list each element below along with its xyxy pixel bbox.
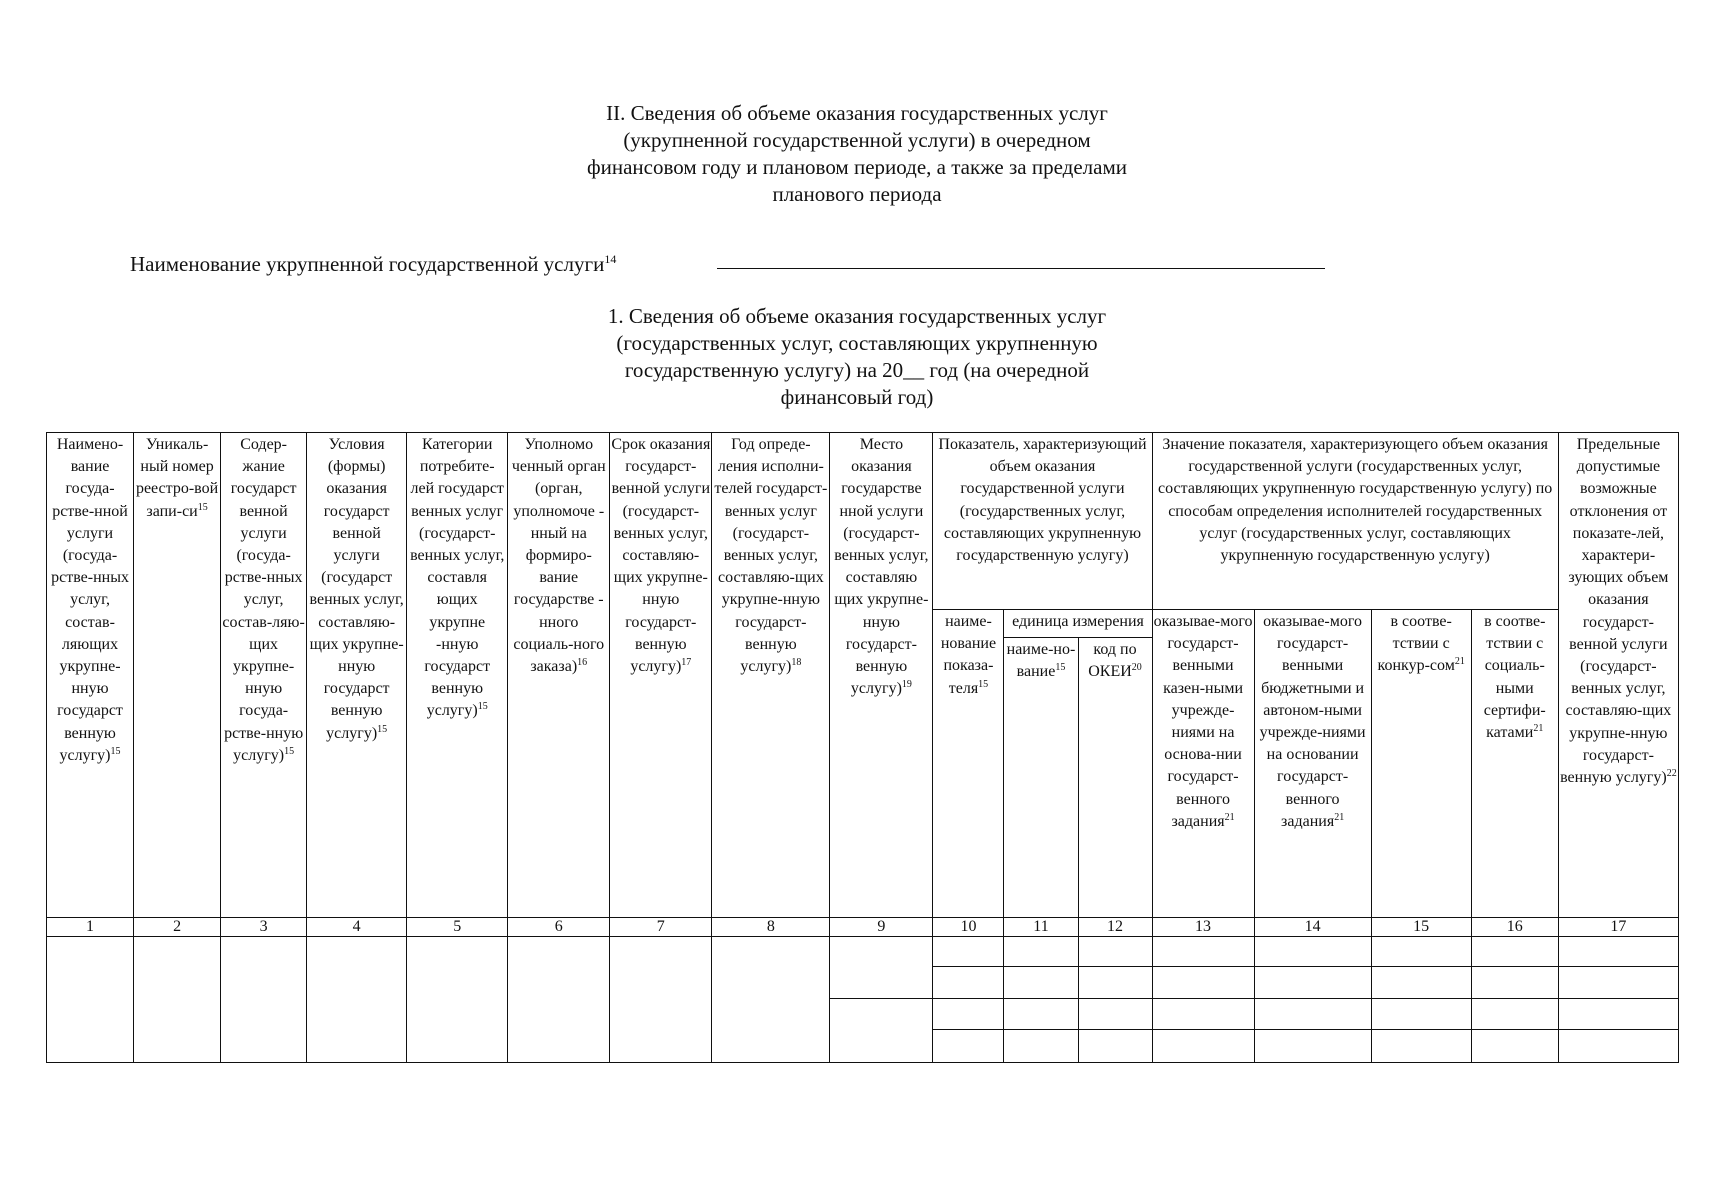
table-cell[interactable] (1152, 967, 1254, 999)
column-number: 11 (1004, 918, 1078, 937)
table-cell[interactable] (1078, 967, 1152, 999)
service-name-label: Наименование укрупненной государственной услуги$^{14}$ (130, 252, 617, 276)
table-cell[interactable] (1558, 1030, 1678, 1063)
table-cell[interactable] (1152, 1030, 1254, 1063)
column-number: 14 (1254, 918, 1371, 937)
column-number: 12 (1078, 918, 1152, 937)
table-cell[interactable] (1078, 1030, 1152, 1063)
table-cell[interactable] (1152, 937, 1254, 967)
volume-table (46, 432, 1679, 1063)
table-cell[interactable] (1254, 1030, 1371, 1063)
column-number: 3 (221, 918, 307, 937)
table-cell[interactable] (830, 937, 933, 999)
table-cell[interactable] (1254, 937, 1371, 967)
header-indicator-name: наиме-нование показа-теля$^{15}$ (933, 610, 1004, 918)
table-cell[interactable] (1471, 999, 1558, 1030)
column-number: 8 (712, 918, 830, 937)
table-cell[interactable] (830, 999, 933, 1063)
table-cell[interactable] (1152, 999, 1254, 1030)
table-cell[interactable] (1004, 1030, 1078, 1063)
header-executor-year: Год опреде-ления исполни-телей государст-венных услуг (государст-венных услуг, составляю-щих укрупне-нную государст-венную услугу)$^{18}$ (712, 433, 830, 918)
column-number: 6 (508, 918, 610, 937)
table-cell[interactable] (1004, 967, 1078, 999)
header-unit-name: наиме-но-вание$^{15}$ (1004, 638, 1078, 918)
table-cell[interactable] (933, 999, 1004, 1030)
table-cell[interactable] (933, 967, 1004, 999)
table-cell[interactable] (407, 937, 508, 1063)
table-cell[interactable] (1371, 1030, 1471, 1063)
table-cell[interactable] (1558, 967, 1678, 999)
table-cell[interactable] (1004, 999, 1078, 1030)
table-cell[interactable] (1558, 999, 1678, 1030)
sub-title: 1. Сведения об объеме оказания государственных услуг (государственных услуг, составляющих укрупненную государственную услугу) на 20__ год (на очередной финансовый год) (607, 304, 1107, 409)
header-competition: в соотве-тствии с конкур-сом$^{21}$ (1371, 610, 1471, 918)
column-number: 16 (1471, 918, 1558, 937)
table-cell[interactable] (1004, 937, 1078, 967)
table-cell[interactable] (1471, 967, 1558, 999)
header-service-conditions: Условия (формы) оказания государст венной услуги (государст венных услуг, составляю-щих укрупне-нную государст венную услугу)$^{15}$ (307, 433, 407, 918)
header-deviations: Предельные допустимые возможные отклонения от показате-лей, характери-зующих объем оказания государст-венной услуги (государст-венных услуг, составляю-щих укрупне-нную государст-венную услугу)$^{22}$ (1558, 433, 1678, 918)
table-cell[interactable] (47, 937, 134, 1063)
table-cell[interactable] (712, 937, 830, 1063)
column-number: 5 (407, 918, 508, 937)
table-cell[interactable] (508, 937, 610, 1063)
table-cell[interactable] (933, 1030, 1004, 1063)
column-number: 7 (610, 918, 712, 937)
column-number: 13 (1152, 918, 1254, 937)
header-registry-number: Уникаль-ный номер реестро-вой запи-$си^{15}$ (134, 433, 221, 918)
header-okei-code: код по ОКЕИ$^{20}$ (1078, 638, 1152, 918)
column-number: 17 (1558, 918, 1678, 937)
service-name-field[interactable] (717, 268, 1325, 269)
header-service-name: Наимено-вание госуда-рстве-нной услуги (госуда-рстве-нных услуг, состав-ляющих укрупне-нную государст венную услугу)$^{15}$ (47, 433, 134, 918)
table-cell[interactable] (1254, 967, 1371, 999)
header-budget-institutions: оказывае-мого государст-венными бюджетными и автоном-ными учрежде-ниями на основании государст-венного задания$^{21}$ (1254, 610, 1371, 918)
table-cell[interactable] (1371, 937, 1471, 967)
header-service-place: Место оказания государстве нной услуги (государст-венных услуг, составляю щих укрупне-нную государст-венную услугу)$^{19}$ (830, 433, 933, 918)
table-cell[interactable] (1078, 999, 1152, 1030)
table-cell[interactable] (933, 937, 1004, 967)
header-service-term: Срок оказания государст-венной услуги (государст-венных услуг, составляю-щих укрупне-нную государст-венную услугу)$^{17}$ (610, 433, 712, 918)
column-number: 2 (134, 918, 221, 937)
table-cell[interactable] (1254, 999, 1371, 1030)
column-number: 1 (47, 918, 134, 937)
header-authorized-body: Уполномо ченный орган (орган, уполномоче - нный на формиро-вание государстве - нного социаль-ного заказа)$^{16}$ (508, 433, 610, 918)
header-consumer-categories: Категории потребите-лей государст венных услуг (государст-венных услуг, составля ющих укрупне -нную государст венную услугу)$^{15}$ (407, 433, 508, 918)
header-social-certificates: в соотве-тствии с социаль-ными сертифи-катами$^{21}$ (1471, 610, 1558, 918)
column-number: 9 (830, 918, 933, 937)
header-service-content: Содер-жание государст венной услуги (госуда-рстве-нных услуг, состав-ляю-щих укрупне-нную госуда-рстве-нную услугу)$^{15}$ (221, 433, 307, 918)
table-cell[interactable] (610, 937, 712, 1063)
table-cell[interactable] (1078, 937, 1152, 967)
table-cell[interactable] (1471, 1030, 1558, 1063)
column-number-row (47, 918, 1679, 937)
table-cell[interactable] (1471, 937, 1558, 967)
header-unit-group: единица измерения (1004, 610, 1152, 638)
table-cell[interactable] (1558, 937, 1678, 967)
table-cell[interactable] (1371, 967, 1471, 999)
table-cell[interactable] (134, 937, 221, 1063)
column-number: 10 (933, 918, 1004, 937)
header-indicator-group: Показатель, характеризующий объем оказания государственной услуги (государственных услуг, составляющих укрупненную государственную услугу) (933, 433, 1152, 610)
table-cell[interactable] (1371, 999, 1471, 1030)
column-number: 4 (307, 918, 407, 937)
table-cell[interactable] (221, 937, 307, 1063)
header-value-group: Значение показателя, характеризующего объем оказания государственной услуги (государственных услуг, составляющих укрупненную государственную услугу) по способам определения исполнителей государственных услуг (государственных услуг, составляющих укрупненную государственную услугу) (1152, 433, 1558, 610)
table-row (47, 937, 1679, 967)
table-cell[interactable] (307, 937, 407, 1063)
header-state-institutions: оказывае-мого государст-венными казен-ными учрежде-ниями на основа-нии государст-венного задания$^{21}$ (1152, 610, 1254, 918)
footnote-mark: 14 (604, 252, 617, 266)
section-title: II. Сведения об объеме оказания государственных услуг (укрупненной государственной услуги) в очередном финансовом году и плановом периоде, а также за пределами планового периода (587, 101, 1127, 206)
column-number: 15 (1371, 918, 1471, 937)
